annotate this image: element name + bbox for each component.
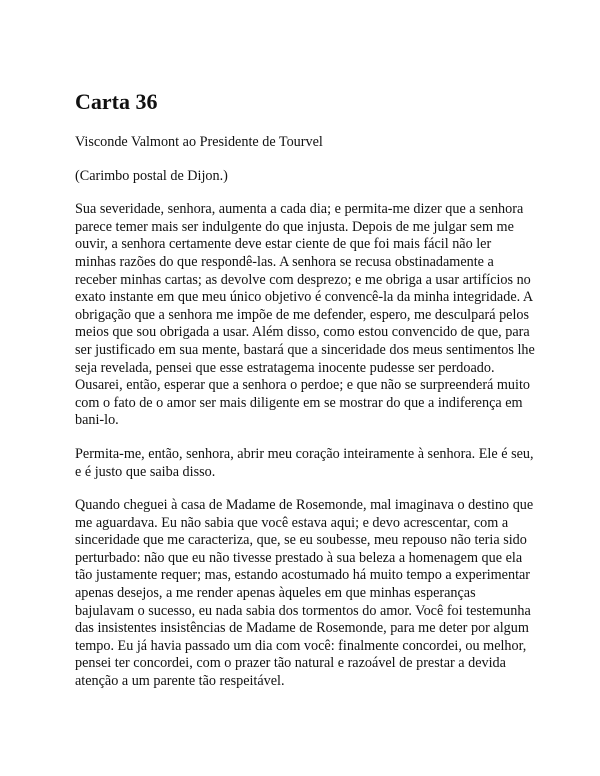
paragraph-2: Permita-me, então, senhora, abrir meu coração inteiramente à senhora. Ele é seu, e é justo que saiba disso.	[75, 445, 534, 480]
paragraph-1: Sua severidade, senhora, aumenta a cada dia; e permita-me dizer que a senhora parece temer mais ser indulgente do que injusta. Depois de me julgar sem me ouvir, a senhora certamente deve estar ciente de que foi mais fácil não ler minhas razões do que respondê-las. A senhora se recusa obstinadamente a receber minhas cartas; as devolve com desprezo; e me obriga a usar artifícios no exato instante em que meu único objetivo é convencê-la da minha integridade. A obrigação que a senhora me impõe de me defender, espero, me desculpará pelos meios que sou obrigada a usar. Além disso, como estou convencido de que, para ser justificado em sua mente, bastará que a sinceridade dos meus sentimentos lhe seja revelada, pensei que esse estratagema inocente pudesse ser perdoado. Ousarei, então, esperar que a senhora o perdoe; e que não se surpreenderá muito com o fato de o amor ser mais diligente em se mostrar do que a indiferença em bani-lo.	[75, 201, 535, 429]
paragraph-3: Quando cheguei à casa de Madame de Rosemonde, mal imaginava o destino que me aguardava. Eu não sabia que você estava aqui; e devo acrescentar, com a sinceridade que me caracteriza, que, se eu soubesse, meu repouso não teria sido perturbado: não que eu não tivesse prestado à sua beleza a homenagem que ela tão justamente requer; mas, estando acostumado há muito tempo a experimentar apenas desejos, a me render apenas àqueles em que minhas esperanças bajulavam o sucesso, eu nada sabia dos tormentos do amor. Você foi testemunha das insistentes insistências de Madame de Rosemonde, para me deter por algum tempo. Eu já havia passado um dia com você: finalmente concordei, ou melhor, pensei ter concordei, com o prazer tão natural e razoável de prestar a devida atenção a um parente tão respeitável.	[75, 497, 534, 690]
postmark-note: (Carimbo postal de Dijon.)	[75, 167, 228, 184]
letter-page	[75, 88, 535, 707]
letter-subtitle: Visconde Valmont ao Presidente de Tourvel	[75, 134, 323, 150]
letter-title: Carta 36	[75, 89, 158, 114]
